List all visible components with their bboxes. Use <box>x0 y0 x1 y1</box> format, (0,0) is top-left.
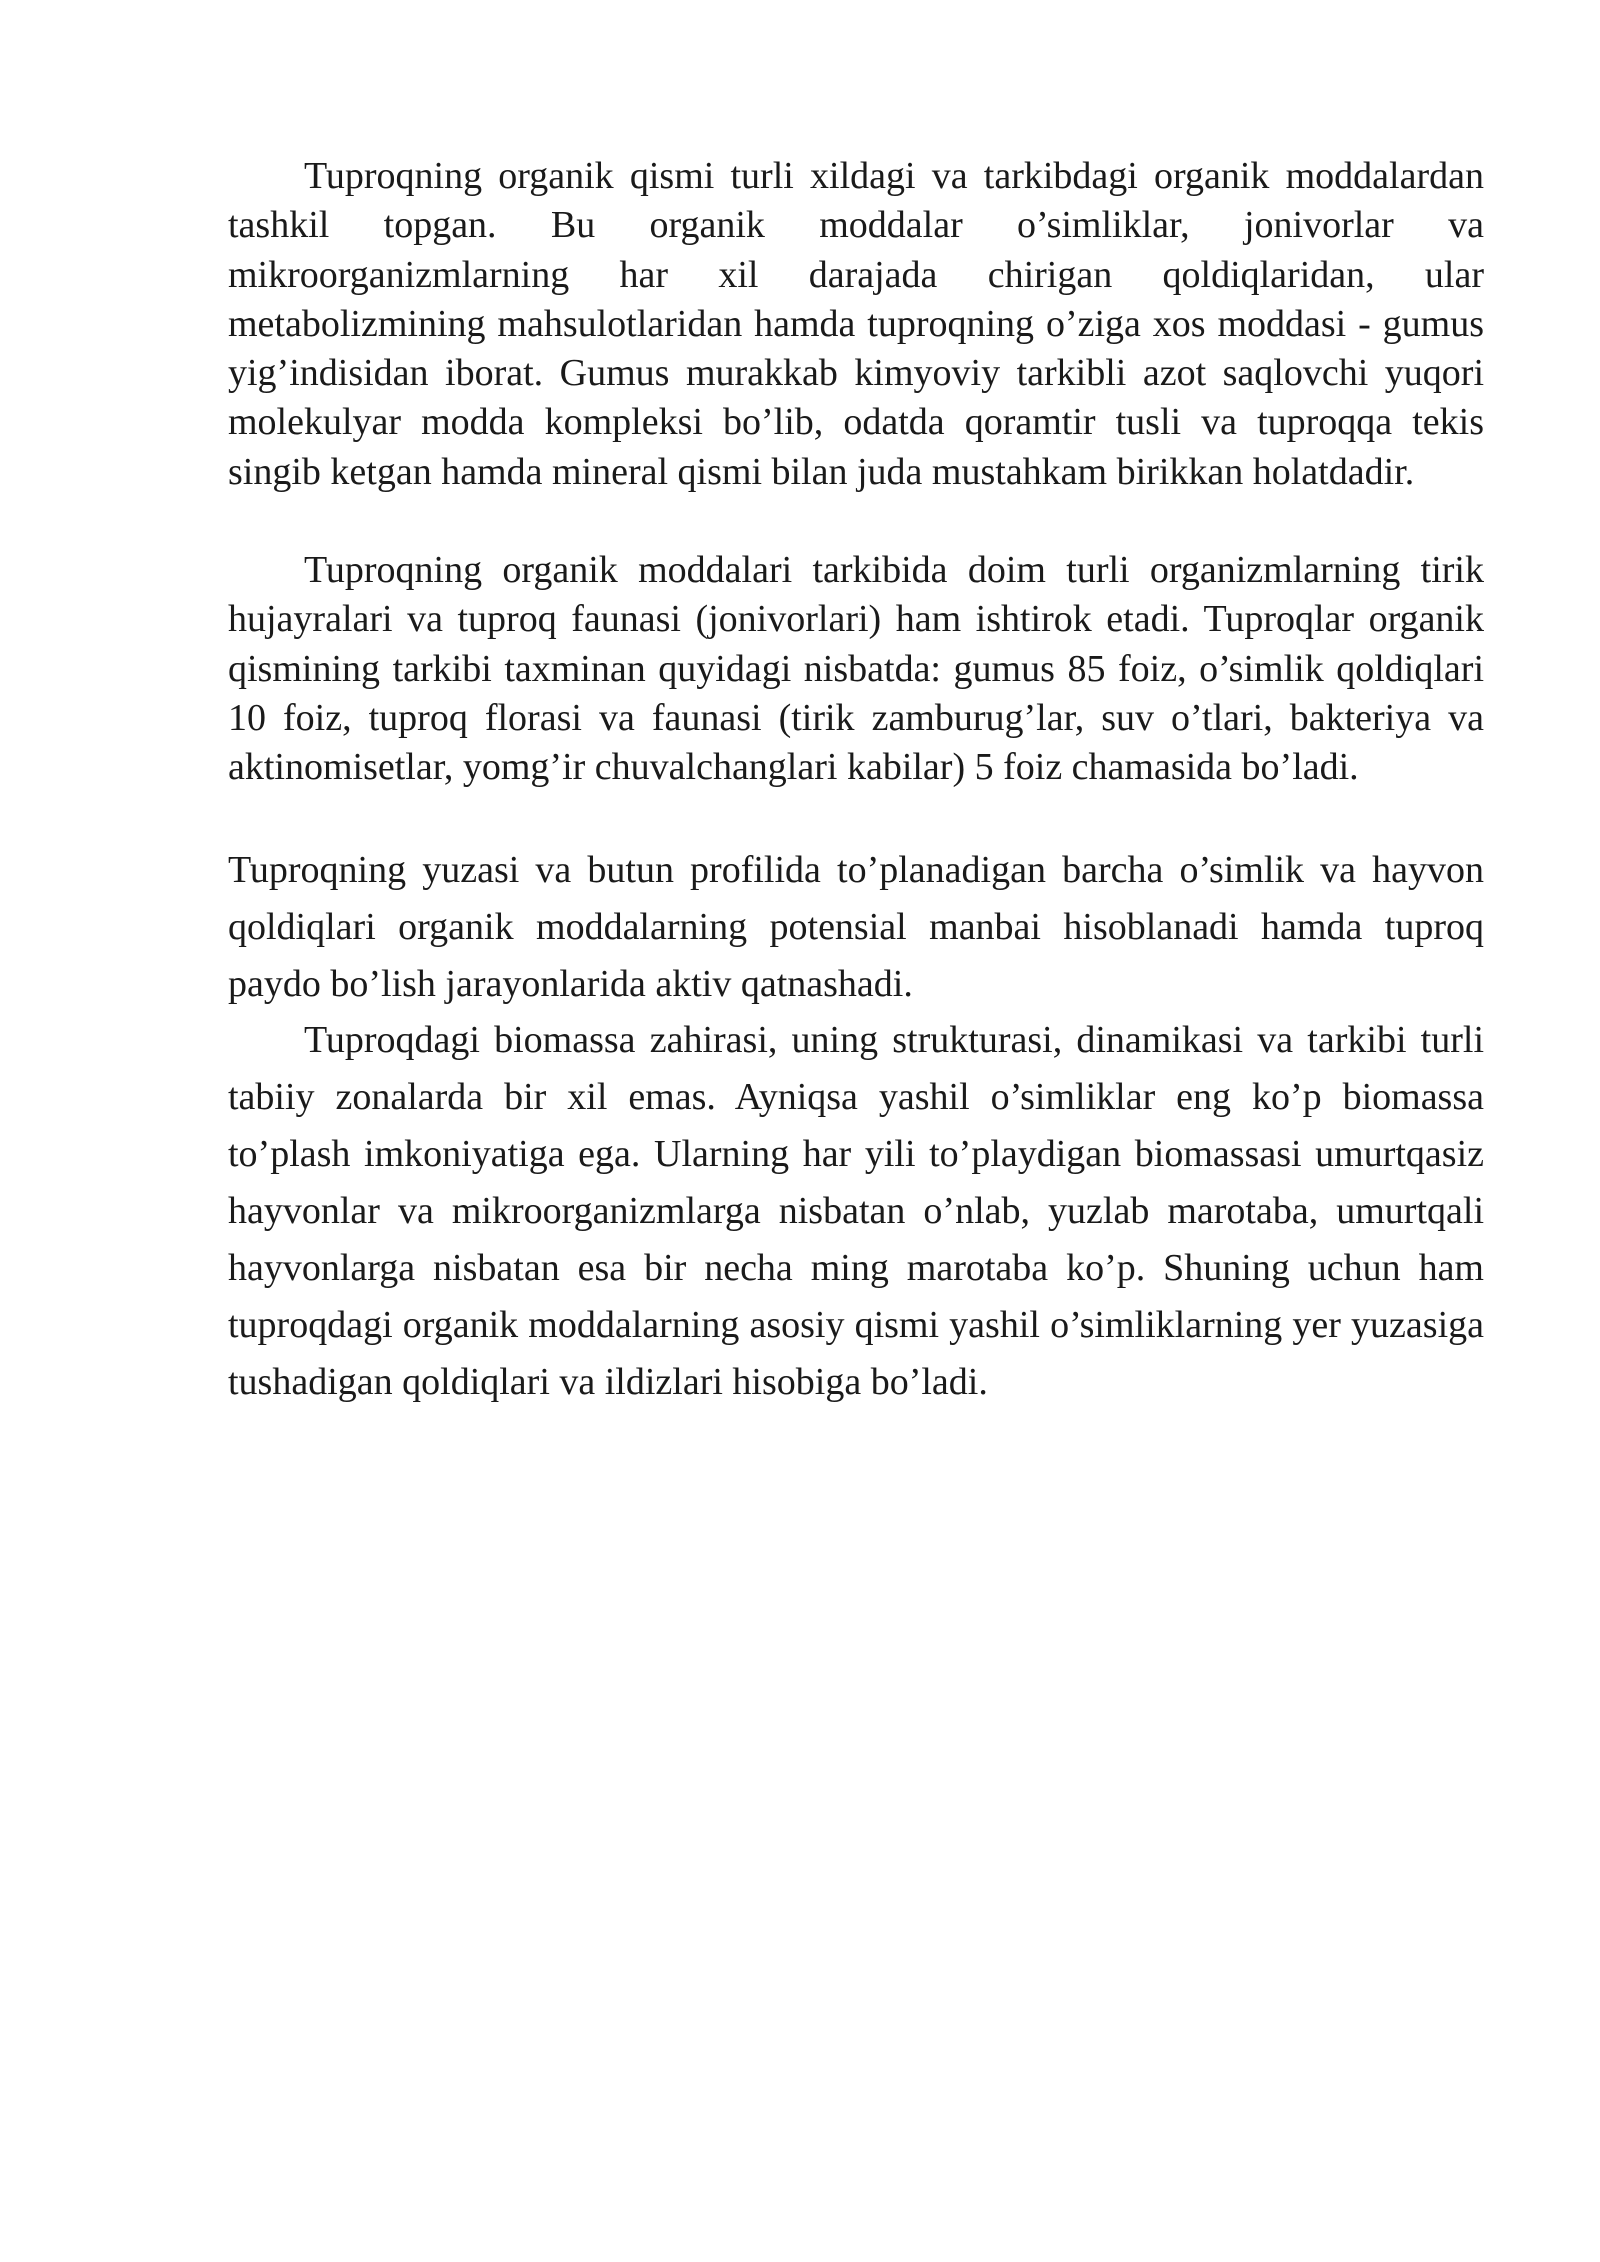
paragraph-organic-part: Tuproqning organik qismi turli xildagi va tarkibdagi organik moddalardan tashkil topgan. Bu organik moddalar o’simliklar, jonivorlar va mikroorganizmlarning har xil darajada chirigan qoldiqlaridan, ular metabolizmining mahsulotlaridan hamda tuproqning o’ziga xos moddasi - gumus yig’indisidan iborat. Gumus murakkab kimyoviy tarkibli azot saqlovchi yuqori molekulyar modda kompleksi bo’lib, odatda qoramtir tusli va tuproqqa tekis singib ketgan hamda mineral qismi bilan juda mustahkam birikkan holatdadir. <box>228 155 1484 493</box>
paragraph-residues-source: Tuproqning yuzasi va butun profilida to’planadigan barcha o’simlik va hayvon qoldiqlari organik moddalarning potensial manbai hisoblanadi hamda tuproq paydo bo’lish jarayonlarida aktiv qatnashadi. <box>228 849 1484 1005</box>
paragraph-organic-composition: Tuproqning organik moddalari tarkibida doim turli organizmlarning tirik hujayralari va tuproq faunasi (jonivorlari) ham ishtirok etadi. Tuproqlar organik qismining tarkibi taxminan quyidagi nisbatda: gumus 85 foiz, o’simlik qoldiqlari 10 foiz, tuproq florasi va faunasi (tirik zamburug’lar, suv o’tlari, bakteriya va aktinomisetlar, yomg’ir chuvalchanglari kabilar) 5 foiz chamasida bo’ladi. <box>228 549 1484 789</box>
paragraph-biomass-reserve: Tuproqdagi biomassa zahirasi, uning strukturasi, dinamikasi va tarkibi turli tabiiy zonalarda bir xil emas. Ayniqsa yashil o’simliklar eng ko’p biomassa to’plash imkoniyatiga ega. Ularning har yili to’playdigan biomassasi umurtqasiz hayvonlar va mikroorganizmlarga nisbatan o’nlab, yuzlab marotaba, umurtqali hayvonlarga nisbatan esa bir necha ming marotaba ko’p. Shuning uchun ham tuproqdagi organik moddalarning asosiy qismi yashil o’simliklarning yer yuzasiga tushadigan qoldiqlari va ildizlari hisobiga bo’ladi. <box>228 1019 1484 1403</box>
